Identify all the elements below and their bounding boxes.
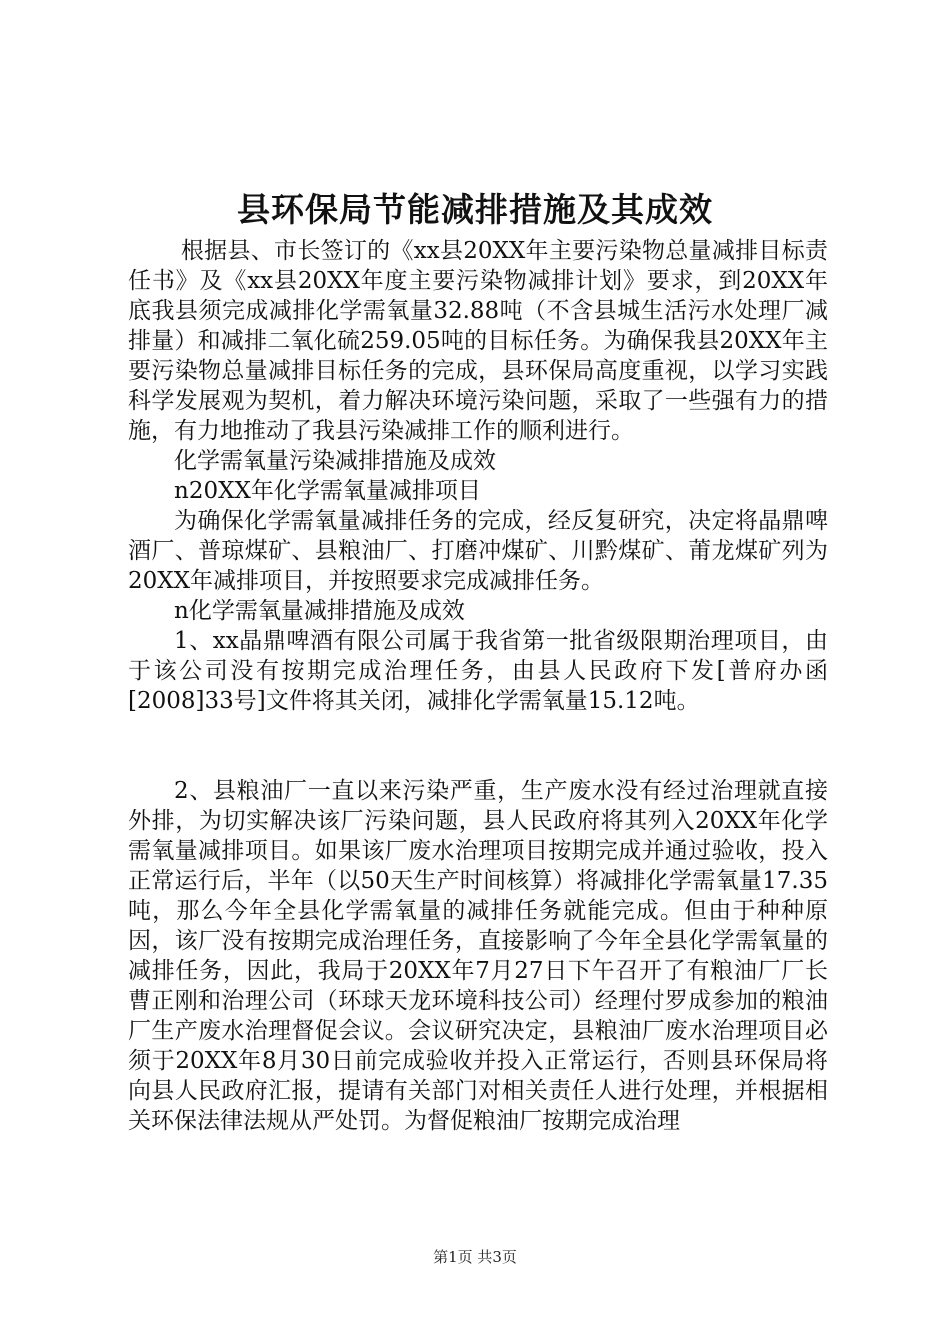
subsection-heading: n化学需氧量减排措施及成效 <box>174 598 465 624</box>
body-paragraph: 为确保化学需氧量减排任务的完成，经反复研究，决定将晶鼎啤酒厂、普琼煤矿、县粮油厂、打磨冲煤矿、川黔煤矿、莆龙煤矿列为20XX年减排项目，并按照要求完成减排任务。 <box>128 508 828 594</box>
section-heading: 化学需氧量污染减排措施及成效 <box>174 448 496 474</box>
paragraph-spacer <box>128 716 828 776</box>
intro-paragraph: 根据县、市长签订的《xx县20XX年主要污染物总量减排目标责任书》及《xx县20XX年度主要污染物减排计划》要求，到20XX年底我县须完成减排化学需氧量32.88吨（不含县城生活污水处理厂减排量）和减排二氧化硫259.05吨的目标任务。为确保我县20XX年主要污染物总量减排目标任务的完成，县环保局高度重视，以学习实践科学发展观为契机，着力解决环境污染问题，采取了一些强有力的措施，有力地推动了我县污染减排工作的顺利进行。 <box>128 238 828 444</box>
page-footer: 第1页 共3页 <box>433 1248 517 1266</box>
subsection-heading: n20XX年化学需氧量减排项目 <box>174 478 481 504</box>
numbered-paragraph: 1、xx晶鼎啤酒有限公司属于我省第一批省级限期治理项目，由于该公司没有按期完成治理任务，由县人民政府下发[普府办函[2008]33号]文件将其关闭，减排化学需氧量15.12吨。 <box>128 628 828 714</box>
document-body <box>128 236 828 1136</box>
numbered-paragraph: 2、县粮油厂一直以来污染严重，生产废水没有经过治理就直接外排，为切实解决该厂污染问题，县人民政府将其列入20XX年化学需氧量减排项目。如果该厂废水治理项目按期完成并通过验收，投入正常运行后，半年（以50天生产时间核算）将减排化学需氧量17.35吨，那么今年全县化学需氧量的减排任务就能完成。但由于种种原因，该厂没有按期完成治理任务，直接影响了今年全县化学需氧量的减排任务，因此，我局于20XX年7月27日下午召开了有粮油厂厂长曹正刚和治理公司（环球天龙环境科技公司）经理付罗成参加的粮油厂生产废水治理督促会议。会议研究决定，县粮油厂废水治理项目必须于20XX年8月30日前完成验收并投入正常运行，否则县环保局将向县人民政府汇报，提请有关部门对相关责任人进行处理，并根据相关环保法律法规从严处罚。为督促粮油厂按期完成治理 <box>128 778 828 1134</box>
document-title: 县环保局节能减排措施及其成效 <box>237 190 713 229</box>
